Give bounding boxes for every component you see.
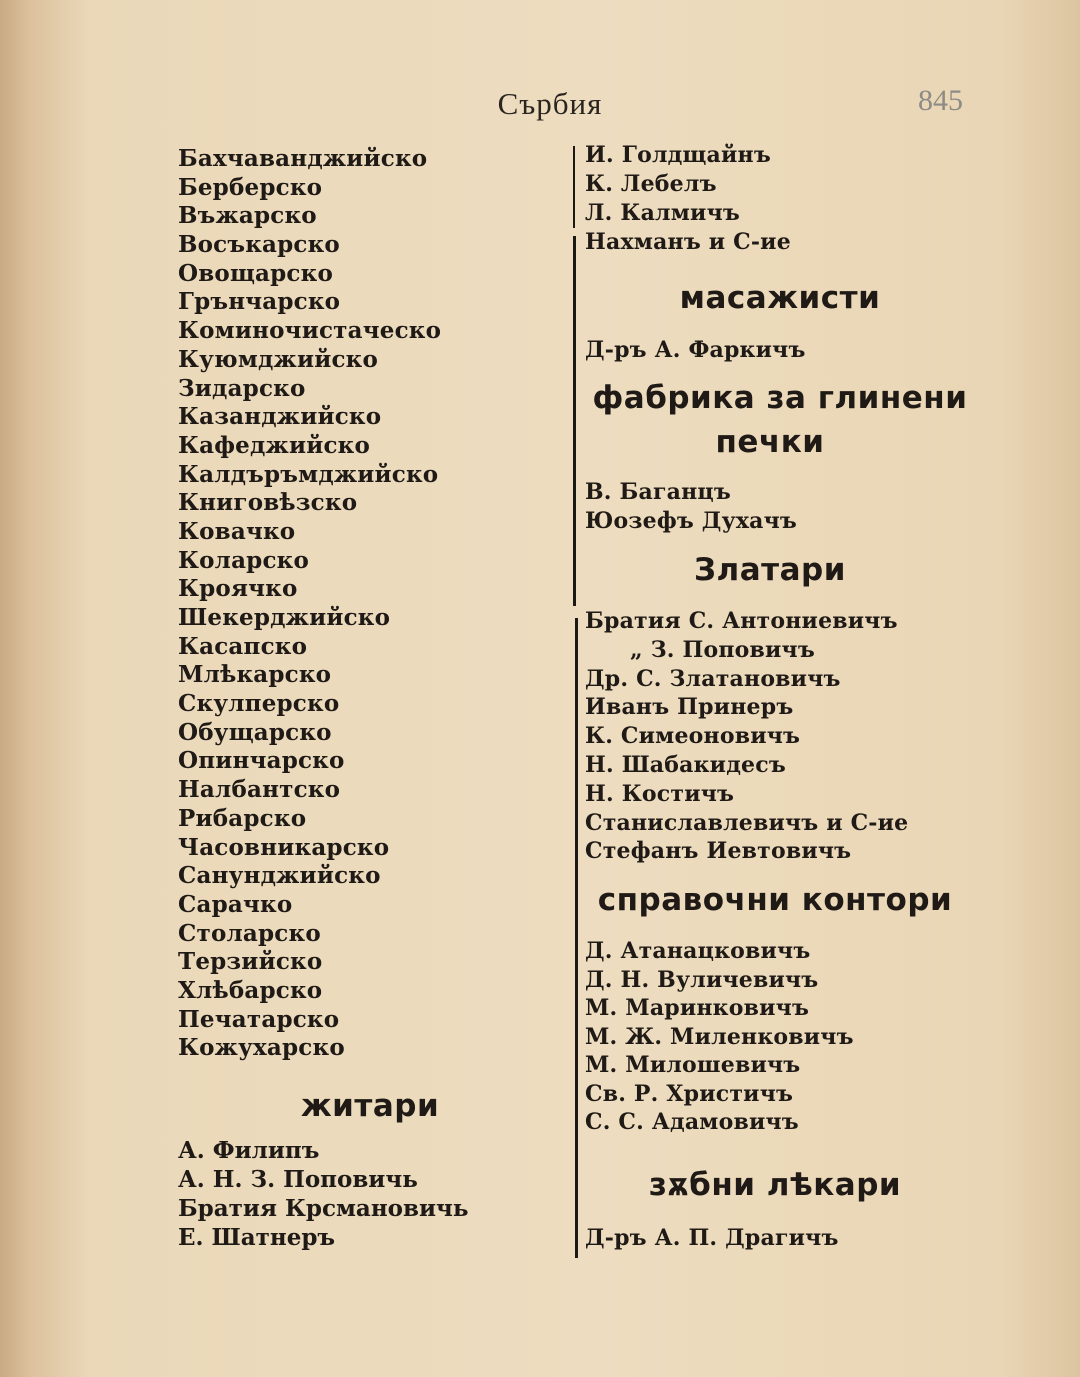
trade-list-item: Коларско [178,546,310,574]
trade-list-item: Печатарско [178,1005,340,1033]
trade-list-item: Ковачко [178,517,296,545]
trade-list-item: Часовникарско [178,833,390,861]
spravochni-entry: Св. Р. Христичъ [585,1080,794,1107]
trade-list-item: Рибарско [178,804,307,832]
top-entry: К. Лебелъ [585,171,717,197]
trade-list-item: Обущарско [178,718,332,746]
zhitari-entry: А. Н. З. Поповичь [178,1166,418,1193]
trade-list-item: Кроячко [178,575,298,603]
section-heading-fabrika: фабрика за глинени [592,380,968,416]
zhitari-entry: Е. Шатнеръ [178,1224,336,1251]
zlatari-entry: Стефанъ Иевтовичъ [585,838,852,865]
section-heading-zhitari: житари [300,1088,440,1124]
spravochni-entry: Д. Н. Вуличевичъ [585,966,819,993]
section-heading-spravochni: справочни контори [597,882,953,918]
zlatari-entry: К. Симеоновичъ [585,723,801,750]
trade-list-item: Кожухарско [178,1034,345,1062]
trade-list-item: Опинчарско [178,747,345,775]
trade-list-item: Калдъръмджийско [178,460,439,488]
column-rule [573,146,575,228]
trade-list-item: Бахчаванджийско [178,145,428,172]
top-entry: И. Голдщайнъ [585,142,771,168]
trade-list-item: Шекерджийско [178,604,391,631]
page-number: 845 [918,84,963,117]
left-column-list [178,145,508,1063]
trade-list-item: Сарачко [178,890,293,918]
trade-list-item: Коминочистаческо [178,317,442,345]
zlatari-entry: Др. С. Златановичъ [585,665,841,692]
trade-list-item: Книговѣзско [178,489,358,517]
zlatari-entry: Н. Шабакидесъ [585,752,786,778]
section-heading-zlatari: Златари [694,552,846,588]
section-heading-masazhisti: масажисти [679,280,881,316]
trade-list-item: Терзийско [178,948,323,976]
zabni-entry: Д-ръ А. П. Драгичъ [585,1225,839,1251]
zhitari-entry: А. Филипъ [178,1137,320,1164]
trade-list-item: Берберско [178,173,323,201]
trade-list-item: Санунджийско [178,862,381,890]
masazhisti-entry: Д-ръ А. Фаркичъ [585,337,806,363]
trade-list-item: Овощарско [178,259,333,287]
zlatari-entry: Братия С. Антониевичъ [585,608,898,634]
zlatari-entry: „ З. Поповичъ [630,636,815,663]
trade-list-item: Столарско [178,919,321,947]
zlatari-entry: Н. Костичъ [585,780,735,807]
zhitari-list [178,1136,508,1252]
fabrika-entry: В. Баганцъ [585,479,731,505]
spravochni-entry: М. Маринковичъ [585,995,810,1021]
spravochni-entry: С. С. Адамовичъ [585,1109,799,1135]
trade-list-item: Грънчарско [178,288,341,316]
trade-list-item: Въжарско [178,202,317,230]
zhitari-entry: Братия Крсмановичь [178,1195,469,1222]
trade-list-item: Млѣкарско [178,661,332,689]
trade-list-item: Куюмджийско [178,345,379,373]
zlatari-entry: Иванъ Принеръ [585,694,794,721]
trade-list-item: Касапско [178,632,308,660]
trade-list-item: Зидарско [178,374,306,402]
page-title: Сърбия [497,86,603,121]
trade-list-item: Хлѣбарско [178,976,323,1004]
spravochni-entry: М. Милошевичъ [585,1052,801,1078]
trade-list-item: Кафеджийско [178,431,371,459]
trade-list-item: Скулперско [178,690,340,718]
top-entry: Л. Калмичъ [585,200,740,226]
section-heading-fabrika-line2: печки [715,424,825,460]
trade-list-item: Восъкарско [178,231,340,259]
spravochni-entry: М. Ж. Миленковичъ [585,1023,854,1050]
fabrika-entry: Юозефъ Духачъ [585,508,797,534]
column-rule [575,618,578,1258]
zlatari-entry: Станиславлевичъ и С-ие [585,809,909,836]
spravochni-entry: Д. Атанацковичъ [585,938,811,964]
column-rule [573,236,576,606]
section-heading-zabni: зѫбни лѣкари [648,1167,902,1203]
trade-list-item: Налбантско [178,776,341,804]
trade-list-item: Казанджийско [178,403,382,431]
top-entry: Нахманъ и С-ие [585,229,791,255]
